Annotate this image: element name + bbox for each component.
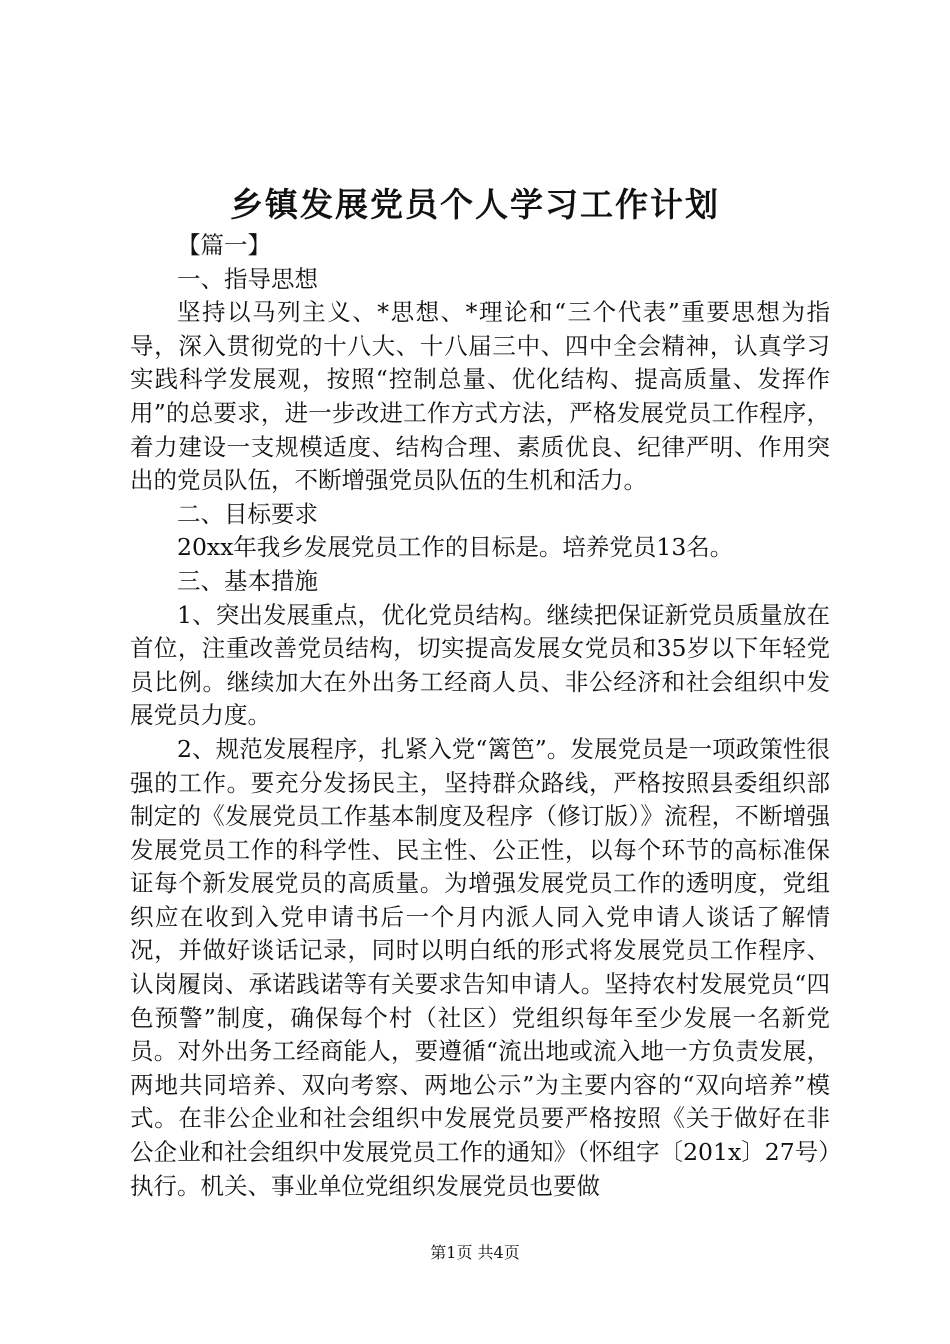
paragraph-measure-2: 2、规范发展程序，扎紧入党“篱笆”。发展党员是一项政策性很强的工作。要充分发扬民主，坚持群众路线，严格按照县委组织部制定的《发展党员工作基本制度及程序（修订版）》流程，不断增强发展党员工作的科学性、民主性、公正性，以每个环节的高标准保证每个新发展党员的高质量。为增强发展党员工作的透明度，党组织应在收到入党申请书后一个月内派人同入党申请人谈话了解情况，并做好谈话记录，同时以明白纸的形式将发展党员工作程序、认岗履岗、承诺践诺等有关要求告知申请人。坚持农村发展党员“四色预警”制度，确保每个村（社区）党组织每年至少发展一名新党员。对外出务工经商能人，要遵循“流出地或流入地一方负责发展，两地共同培养、双向考察、两地公示”为主要内容的“双向培养”模式。在非公企业和社会组织中发展党员要严格按照《关于做好在非公企业和社会组织中发展党员工作的通知》（怀组字〔201x〕27号）执行。机关、事业单位党组织发展党员也要做 — [130, 734, 830, 1200]
heading-measures: 三、基本措施 — [177, 566, 318, 595]
document-title: 乡镇发展党员个人学习工作计划 — [230, 185, 720, 224]
section-label: 【篇一】 — [177, 231, 271, 259]
paragraph-guiding-ideology: 坚持以马列主义、*思想、*理论和“三个代表”重要思想为指导，深入贯彻党的十八大、十八届三中、四中全会精神，认真学习实践科学发展观，按照“控制总量、优化结构、提高质量、发挥作用”的总要求，进一步改进工作方式方法，严格发展党员工作程序，着力建设一支规模适度、结构合理、素质优良、纪律严明、作用突出的党员队伍，不断增强党员队伍的生机和活力。 — [130, 298, 830, 495]
document-body — [130, 229, 830, 1203]
paragraph-goals: 20xx年我乡发展党员工作的目标是。培养党员13名。 — [177, 533, 734, 562]
page-footer: 第1页 共4页 — [430, 1243, 520, 1262]
heading-guiding-ideology: 一、指导思想 — [177, 264, 318, 293]
paragraph-measure-1: 1、突出发展重点，优化党员结构。继续把保证新党员质量放在首位，注重改善党员结构，切实提高发展女党员和35岁以下年轻党员比例。继续加大在外出务工经商人员、非公经济和社会组织中发展党员力度。 — [130, 600, 830, 730]
heading-goals: 二、目标要求 — [177, 499, 318, 528]
